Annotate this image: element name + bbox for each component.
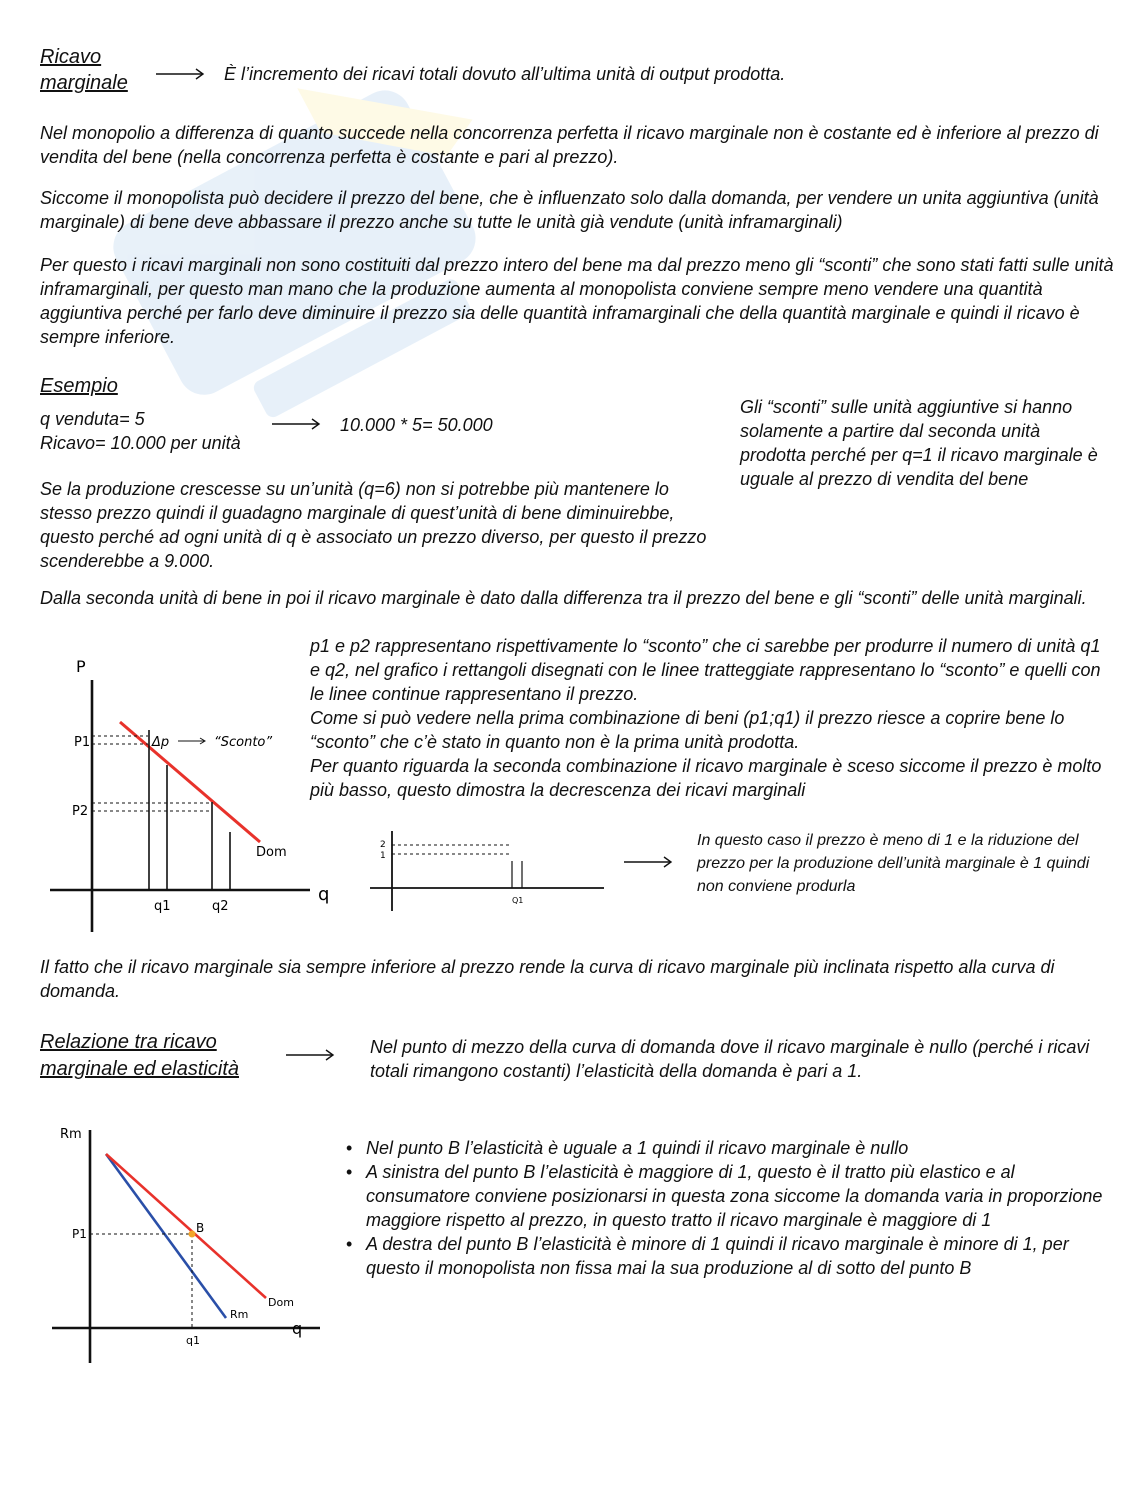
- tick-2: 2: [380, 840, 386, 850]
- arrow-icon: [156, 66, 208, 82]
- axis-label-rm: Rm: [60, 1127, 82, 1142]
- label-delta-p: Δp: [152, 735, 170, 750]
- heading-ricavo: Ricavo: [40, 46, 102, 68]
- example-q: q venduta= 5: [40, 409, 145, 429]
- paragraph-3: Per questo i ricavi marginali non sono costituiti dal prezzo intero del bene ma dal prezzo meno gli “sconti” che sono stati fatti sulle unità inframarginali, per questo man mano che la produzione aumenta al monopolista conviene sempre meno vendere una quantità aggiuntiva perché per farlo deve diminuire il prezzo sia delle quantità inframarginali che della quantità marginale e quindi il ricavo è sempre inferiore.: [40, 255, 1114, 347]
- curve-label-dom: Dom: [256, 845, 287, 860]
- label-sconto: “Sconto”: [214, 735, 273, 750]
- example-calc: 10.000 * 5= 50.000: [340, 415, 493, 435]
- demand-sconto-graph: [40, 650, 340, 935]
- point-b: [189, 1231, 196, 1238]
- heading-marginale: marginale: [40, 72, 128, 94]
- slope-text: Il fatto che il ricavo marginale sia sempre inferiore al prezzo rende la curva di ricavo marginale più inclinata rispetto alla curva di domanda.: [40, 957, 1055, 1001]
- bullet-3: • A destra del punto B l’elasticità è minore di 1 quindi il ricavo marginale è minore di 1, per questo il monopolista non fissa mai la sua produzione al di sotto del punto B: [340, 1232, 1116, 1280]
- definition-text: È l’incremento dei ricavi totali dovuto all’ultima unità di output prodotta.: [224, 64, 786, 84]
- arrow-icon: [272, 416, 324, 432]
- demand-curve: [106, 1154, 266, 1298]
- example-increase-text: Se la produzione crescesse su un’unità (q=6) non si potrebbe più mantenere lo stesso prezzo quindi il guadagno marginale di quest’unità di bene diminuirebbe, questo perché ad ogni unità di q è associato un prezzo diverso, per questo il prezzo scenderebbe a 9.000.: [40, 479, 707, 571]
- label-rm: Rm: [230, 1308, 249, 1321]
- axis-label-q: q: [318, 884, 330, 905]
- label-q1: q1: [186, 1334, 200, 1347]
- marginal-revenue-curve: [106, 1154, 226, 1318]
- label-p1: P1: [74, 735, 91, 750]
- graph1-explanation: p1 e p2 rappresentano rispettivamente lo “sconto” che ci sarebbe per produrre il numero di unità q1 e q2, nel grafico i rettangoli disegnati con le linee tratteggiate rappresentano lo “sconto” e quelli con le linee continue rappresentano il prezzo. Come si può vedere nella prima combinazione di beni (p1;q1) il prezzo riesce a coprire bene lo “sconto” che c’è stato in quanto non è la prima unità prodotta. Per quanto riguarda la seconda combinazione il ricavo marginale è sceso siccome il prezzo è molto più basso, questo dimostra la decrescenza dei ricavi marginali: [310, 636, 1102, 800]
- bullet-1: • Nel punto B l’elasticità è uguale a 1 quindi il ricavo marginale è nullo: [340, 1136, 1116, 1160]
- example-ricavo: Ricavo= 10.000 per unità: [40, 433, 241, 453]
- axis-label-q: q: [292, 1319, 303, 1338]
- heading-relazione-line1: Relazione tra ricavo: [40, 1031, 217, 1053]
- tick-1: 1: [380, 851, 386, 861]
- paragraph-2: Siccome il monopolista può decidere il prezzo del bene, che è influenzato solo dalla domanda, per vendere un unita aggiuntiva (unità marginale) di bene deve abbassare il prezzo anche su tutte le unità già vendute (unità inframarginali): [40, 188, 1099, 232]
- arrow-icon: [624, 854, 676, 870]
- label-b: B: [196, 1221, 205, 1235]
- relation-text: Nel punto di mezzo della curva di domanda dove il ricavo marginale è nullo (perché i ricavi totali rimangono costanti) l’elasticità della domanda è pari a 1.: [370, 1037, 1090, 1081]
- graph2-note: In questo caso il prezzo è meno di 1 e la riduzione del prezzo per la produzione dell’unità marginale è 1 quindi non conviene produrla: [697, 832, 1090, 895]
- bullet-2: • A sinistra del punto B l’elasticità è maggiore di 1, questo è il tratto più elastico e al consumatore conviene posizionarsi in questa zona siccome la domanda varia in proporzione maggiore rispetto al prezzo, in questo tratto il ricavo marginale è maggiore di 1: [340, 1160, 1116, 1232]
- heading-esempio: Esempio: [40, 375, 118, 397]
- label-p2: P2: [72, 804, 89, 819]
- label-q1: q1: [154, 899, 171, 914]
- label-dom: Dom: [268, 1296, 294, 1309]
- axis-label-p: P: [76, 657, 86, 676]
- small-unit-graph: [362, 825, 612, 915]
- elasticity-graph: [40, 1118, 320, 1368]
- second-unit-text: Dalla seconda unità di bene in poi il ricavo marginale è dato dalla differenza tra il prezzo del bene e gli “sconti” delle unità marginali.: [40, 588, 1087, 608]
- label-q2: q2: [212, 899, 229, 914]
- label-p1: P1: [72, 1227, 87, 1241]
- label-q1-small: Q1: [512, 896, 524, 905]
- paragraph-1: Nel monopolio a differenza di quanto succede nella concorrenza perfetta il ricavo marginale non è costante ed è inferiore al prezzo di vendita del bene (nella concorrenza perfetta è costante e pari al prezzo).: [40, 123, 1099, 167]
- example-side-note: Gli “sconti” sulle unità aggiuntive si hanno solamente a partire dal seconda unità prodotta perché per q=1 il ricavo marginale è uguale al prezzo di vendita del bene: [740, 397, 1098, 489]
- arrow-icon: [286, 1047, 338, 1063]
- heading-relazione-line2: marginale ed elasticità: [40, 1058, 239, 1080]
- elasticity-bullets: [340, 1136, 1116, 1280]
